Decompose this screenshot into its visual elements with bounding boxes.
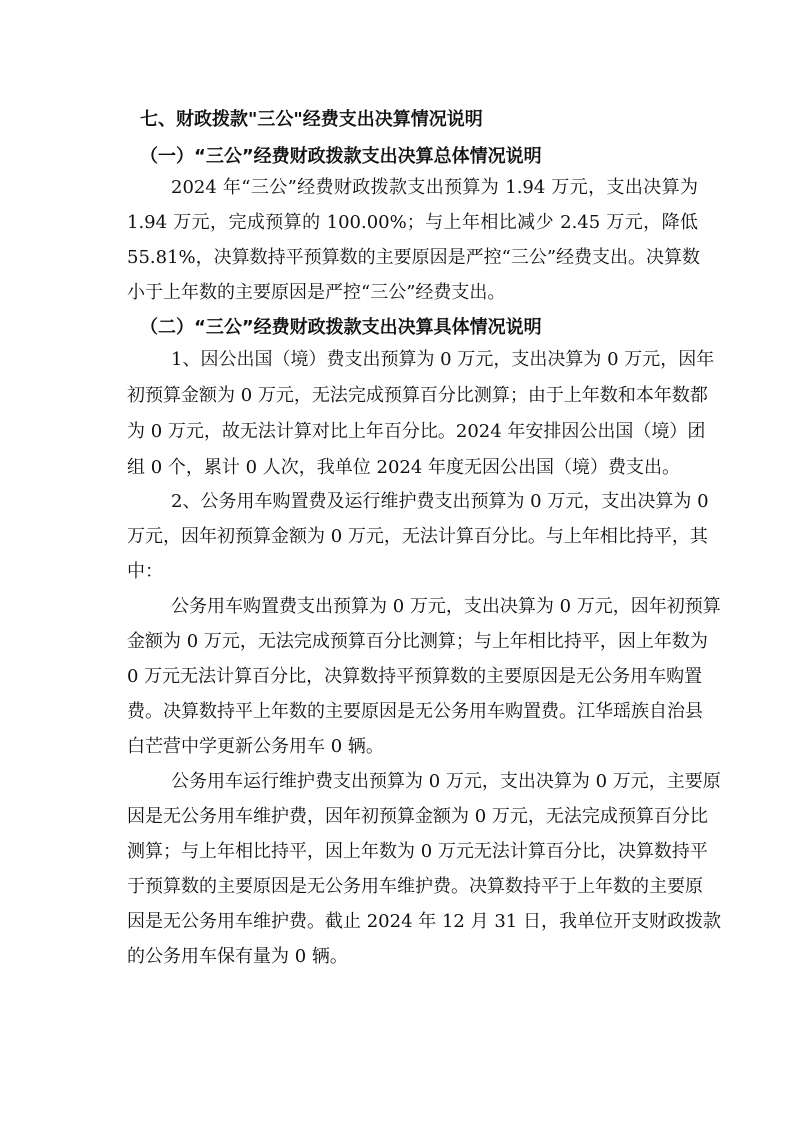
overall-para-line: 1.94 万元，完成预算的 100.00%；与上年相比减少 2.45 万元，降低 (127, 212, 698, 233)
item1-para-line: 1、因公出国（境）费支出预算为 0 万元，支出决算为 0 万元，因年 (171, 349, 715, 370)
item2-para-line: 万元，因年初预算金额为 0 万元，无法计算百分比。与上年相比持平，其 (127, 526, 708, 547)
subheading-detail: （二）“三公”经费财政拨款支出决算具体情况说明 (140, 317, 542, 338)
maintenance-para-line: 于预算数的主要原因是无公务用车维护费。决算数持平于上年数的主要原 (127, 876, 703, 897)
purchase-para-line: 公务用车购置费支出预算为 0 万元，支出决算为 0 万元，因年初预算 (171, 596, 721, 617)
item1-para-line: 组 0 个，累计 0 人次，我单位 2024 年度无因公出国（境）费支出。 (127, 457, 681, 478)
maintenance-para-line: 因是无公务用车维护费。截止 2024 年 12 月 31 日，我单位开支财政拨款 (127, 911, 721, 932)
maintenance-para-line: 测算；与上年相比持平，因上年数为 0 万元无法计算百分比，决算数持平 (127, 841, 708, 862)
item1-para-line: 为 0 万元，故无法计算对比上年百分比。2024 年安排因公出国（境）团 (127, 421, 706, 442)
purchase-para-line: 0 万元无法计算百分比，决算数持平预算数的主要原因是无公务用车购置 (127, 666, 703, 687)
maintenance-para-line: 公务用车运行维护费支出预算为 0 万元，支出决算为 0 万元，主要原 (171, 771, 721, 792)
item2-para-line: 中： (127, 561, 163, 582)
overall-para-line: 小于上年数的主要原因是严控“三公”经费支出。 (127, 282, 506, 303)
maintenance-para-line: 的公务用车保有量为 0 辆。 (127, 946, 348, 967)
purchase-para-line: 白芒营中学更新公务用车 0 辆。 (127, 736, 384, 757)
purchase-para-line: 金额为 0 万元，无法完成预算百分比测算；与上年相比持平，因上年数为 (127, 631, 708, 652)
section-heading: 七、财政拨款"三公"经费支出决算情况说明 (140, 109, 483, 130)
overall-para-line: 55.81%，决算数持平预算数的主要原因是严控“三公”经费支出。决算数 (127, 247, 701, 268)
maintenance-para-line: 因是无公务用车维护费，因年初预算金额为 0 万元，无法完成预算百分比 (127, 806, 708, 827)
purchase-para-line: 费。决算数持平上年数的主要原因是无公务用车购置费。江华瑶族自治县 (127, 701, 703, 722)
item1-para-line: 初预算金额为 0 万元，无法完成预算百分比测算；由于上年数和本年数都 (127, 385, 708, 406)
item2-para-line: 2、公务用车购置费及运行维护费支出预算为 0 万元，支出决算为 0 (171, 491, 709, 512)
overall-para-line: 2024 年“三公”经费财政拨款支出预算为 1.94 万元，支出决算为 (171, 177, 698, 198)
subheading-overall: （一）“三公”经费财政拨款支出决算总体情况说明 (140, 146, 542, 167)
